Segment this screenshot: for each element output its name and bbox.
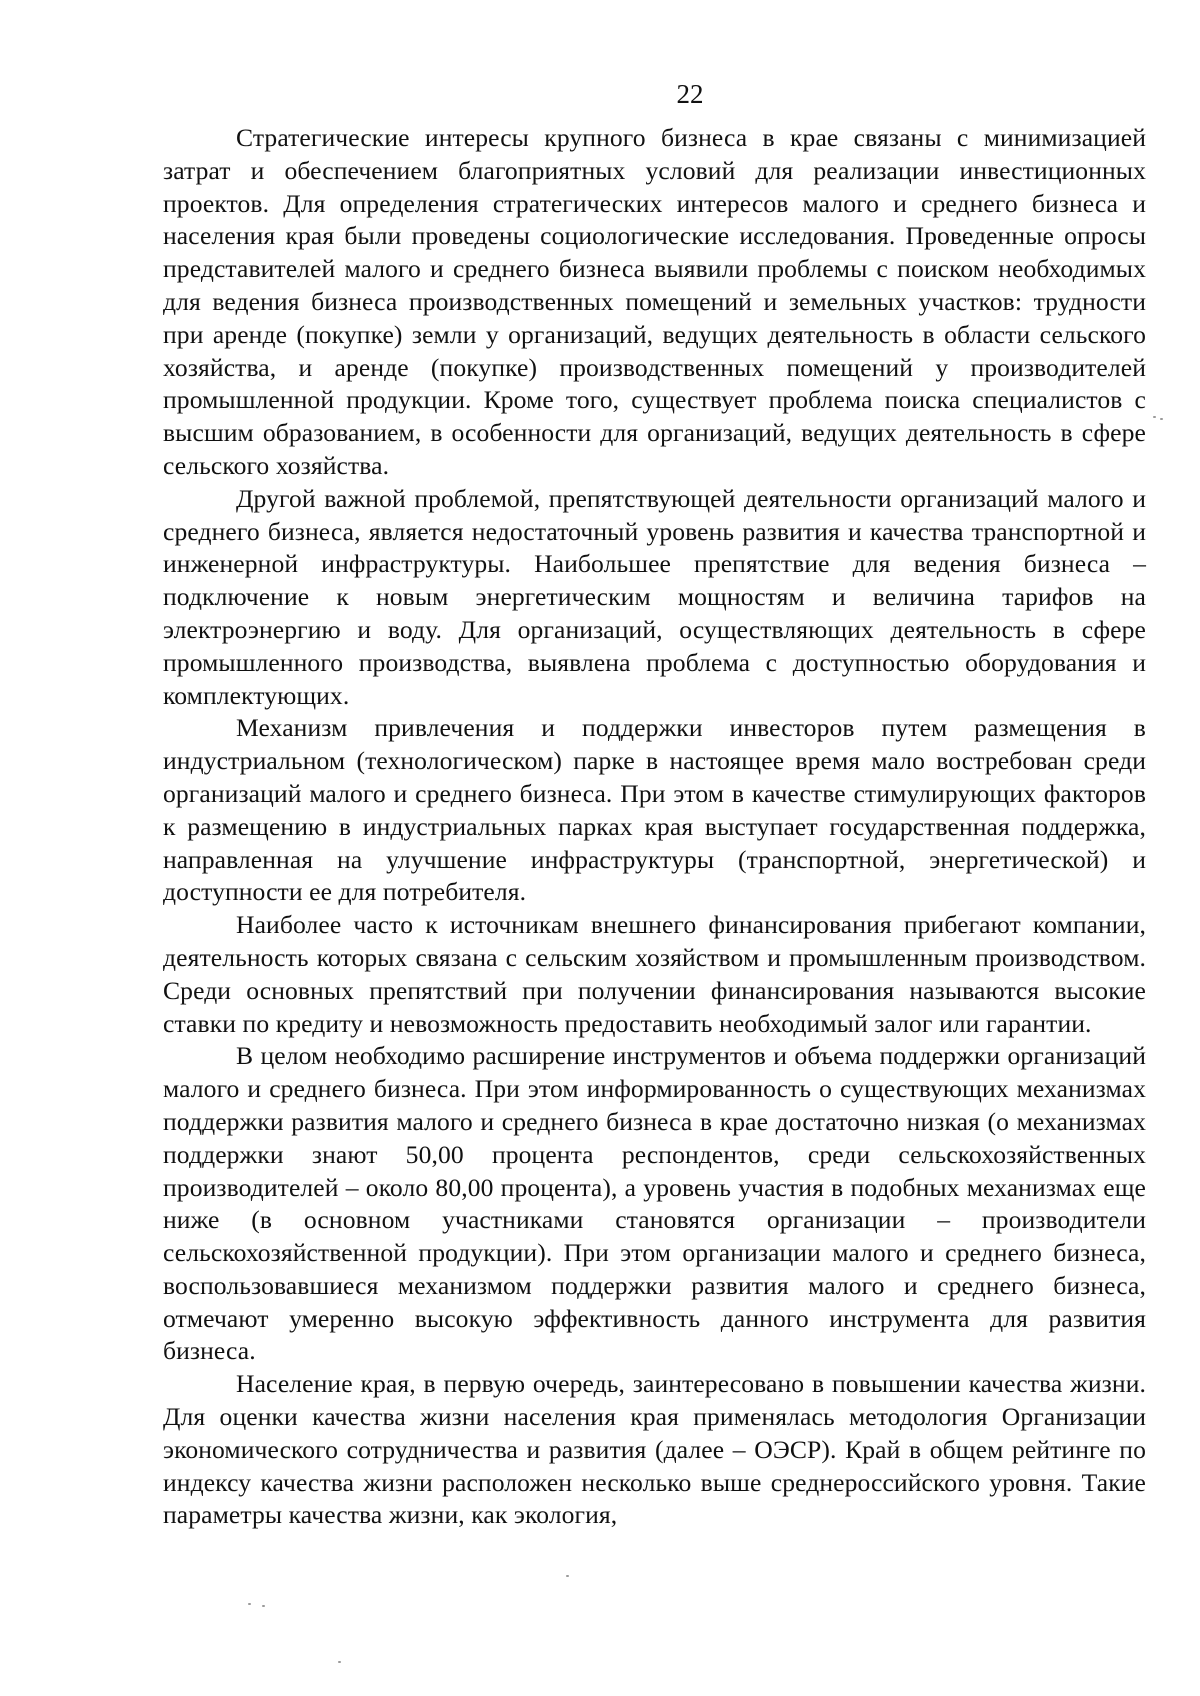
paragraph-4: Наиболее часто к источникам внешнего финансирования прибегают компании, деятельность которых связана с сельским хозяйством и промышленным производством. Среди основных препятствий при получении финансирования называются высокие ставки по кредиту и невозможность предоставить необходимый залог или гарантии.: [163, 910, 1146, 1038]
paragraph-2: Другой важной проблемой, препятствующей деятельности организаций малого и среднего бизнеса, является недостаточный уровень развития и качества транспортной и инженерной инфраструктуры. Наибольшее препятствие для ведения бизнеса – подключение к новым энергетическим мощностям и величина тарифов на электроэнергию и воду. Для организаций, осуществляющих деятельность в сфере промышленного производства, выявлена проблема с доступностью оборудования и комплектующих.: [163, 483, 1146, 710]
scan-speck: [1160, 418, 1163, 420]
scan-speck: [1153, 416, 1156, 418]
scan-speck: [248, 1603, 251, 1605]
page-number: 22: [676, 79, 704, 109]
scan-speck: [338, 1661, 341, 1663]
paragraph-3: Механизм привлечения и поддержки инвесторов путем размещения в индустриальном (технологическом) парке в настоящее время мало востребован среди организаций малого и среднего бизнеса. При этом в качестве стимулирующих факторов к размещению в индустриальных парках края выступает государственная поддержка, направленная на улучшение инфраструктуры (транспортной, энергетической) и доступности ее для потребителя.: [163, 713, 1146, 907]
scan-speck: [262, 1605, 265, 1607]
paragraph-6: Население края, в первую очередь, заинтересовано в повышении качества жизни. Для оценки качества жизни населения края применялась методология Организации экономического сотрудничества и развития (далее – ОЭСР). Край в общем рейтинге по индексу качества жизни расположен несколько выше среднероссийского уровня. Такие параметры качества жизни, как экология,: [163, 1369, 1146, 1530]
paragraph-5: В целом необходимо расширение инструментов и объема поддержки организаций малого и среднего бизнеса. При этом информированность о существующих механизмах поддержки развития малого и среднего бизнеса в крае достаточно низкая (о механизмах поддержки знают 50,00 процента респондентов, среди сельскохозяйственных производителей – около 80,00 процента), а уровень участия в подобных механизмах еще ниже (в основном участниками становятся организации – производители сельскохозяйственной продукции). При этом организации малого и среднего бизнеса, воспользовавшиеся механизмом поддержки развития малого и среднего бизнеса, отмечают умеренно высокую эффективность данного инструмента для развития бизнеса.: [163, 1041, 1146, 1366]
scan-speck: [566, 1575, 569, 1577]
body-text: [163, 122, 1146, 1532]
paragraph-1: Стратегические интересы крупного бизнеса в крае связаны с минимизацией затрат и обеспечением благоприятных условий для реализации инвестиционных проектов. Для определения стратегических интересов малого и среднего бизнеса и населения края были проведены социологические исследования. Проведенные опросы представителей малого и среднего бизнеса выявили проблемы с поиском необходимых для ведения бизнеса производственных помещений и земельных участков: трудности при аренде (покупке) земли у организаций, ведущих деятельность в области сельского хозяйства, и аренде (покупке) производственных помещений у производителей промышленной продукции. Кроме того, существует проблема поиска специалистов с высшим образованием, в особенности для организаций, ведущих деятельность в сфере сельского хозяйства.: [163, 123, 1146, 480]
